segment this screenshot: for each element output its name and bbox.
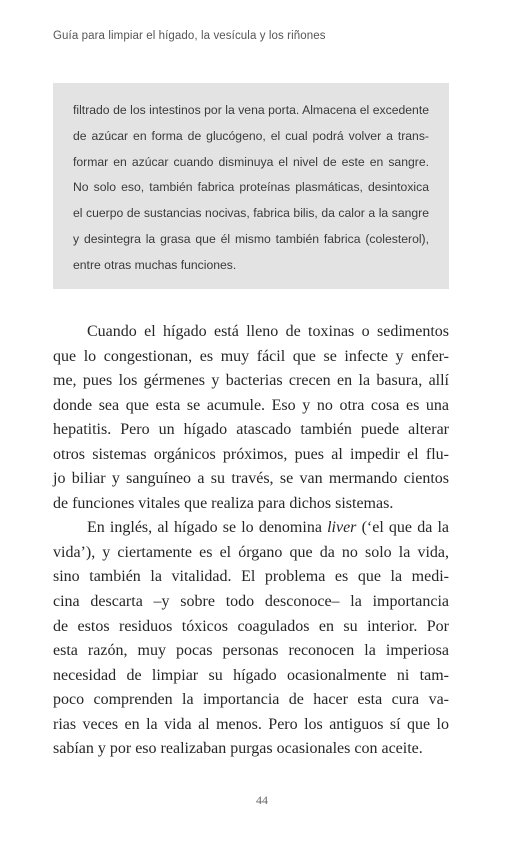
box-line: y desintegra la grasa que él mismo también fabrica (colesterol), bbox=[73, 231, 429, 246]
paragraph-line: jo biliar y sanguíneo a su través, se van mermando cientos bbox=[53, 470, 449, 488]
paragraph-line: vida’), y ciertamente es el órgano que da no solo la vida, bbox=[53, 543, 449, 561]
page-number: 44 bbox=[256, 793, 268, 807]
paragraph-line bbox=[53, 516, 449, 541]
paragraph-line: de estos residuos tóxicos coagulados en su interior. Por bbox=[53, 617, 449, 635]
text-run: En inglés, al hígado se lo denomina bbox=[87, 519, 328, 537]
italic-term: liver bbox=[327, 519, 357, 537]
paragraph-line: me, pues los gérmenes y bacterias crecen en la basura, allí bbox=[53, 372, 449, 390]
paragraph-line: que lo congestionan, es muy fácil que se infecte y enfer- bbox=[53, 347, 449, 365]
paragraph-line: hepatitis. Pero un hígado atascado también puede alterar bbox=[53, 421, 449, 439]
paragraph-line: donde sea que esta se acumule. Eso y no otra cosa es una bbox=[53, 396, 449, 414]
paragraph-line: Cuando el hígado está lleno de toxinas o sedimentos bbox=[87, 323, 449, 340]
body-text bbox=[53, 320, 449, 762]
paragraph-line: cina descarta –y sobre todo desconoce– la importancia bbox=[53, 593, 449, 611]
highlight-box bbox=[53, 83, 449, 289]
paragraph-line: sabían y por eso realizaban purgas ocasionales con aceite. bbox=[53, 740, 423, 758]
box-line: el cuerpo de sustancias nocivas, fabrica bilis, da calor a la sangre bbox=[73, 206, 429, 221]
box-line: entre otras muchas funciones. bbox=[73, 257, 237, 272]
box-line: de azúcar en forma de glucógeno, el cual podrá volver a trans- bbox=[73, 128, 429, 143]
box-line: No solo eso, también fabrica proteínas plasmáticas, desintoxica bbox=[73, 180, 429, 195]
paragraph-line: rias veces en la vida al menos. Pero los antiguos sí que lo bbox=[53, 715, 449, 733]
paragraph-line: otros sistemas orgánicos próximos, pues al impedir el flu- bbox=[53, 445, 449, 463]
running-header: Guía para limpiar el hígado, la vesícula y los riñones bbox=[53, 30, 326, 42]
paragraph-line: esta razón, muy pocas personas reconocen la imperiosa bbox=[53, 642, 449, 660]
text-run: (‘el que da la bbox=[356, 519, 450, 537]
box-line: formar en azúcar cuando disminuya el nivel de este en sangre. bbox=[73, 154, 429, 169]
paragraph-line: necesidad de limpiar su hígado ocasionalmente ni tam- bbox=[53, 666, 449, 684]
paragraph-line: sino también la vitalidad. El problema es que la medi- bbox=[53, 568, 449, 586]
paragraph-line: poco comprenden la importancia de hacer esta cura va- bbox=[53, 691, 449, 709]
box-line: filtrado de los intestinos por la vena porta. Almacena el excedente bbox=[73, 103, 429, 117]
paragraph-line: de funciones vitales que realiza para dichos sistemas. bbox=[53, 494, 394, 512]
